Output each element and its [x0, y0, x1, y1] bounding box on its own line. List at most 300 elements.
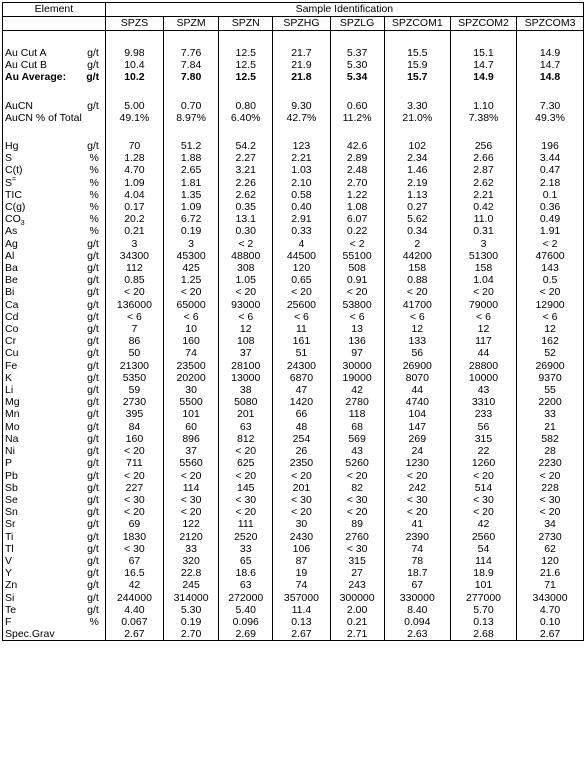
value-cell: 48800 [219, 250, 273, 262]
value-cell: 315 [450, 433, 516, 445]
value-cell: < 20 [219, 470, 273, 482]
value-cell: 41700 [384, 299, 450, 311]
table-row [3, 59, 583, 71]
assay-table-container [2, 2, 584, 641]
value-cell: 228 [541, 481, 559, 494]
value-cell: 14.8 [539, 71, 561, 84]
value-cell: 18.9 [450, 567, 516, 579]
value-cell: 4.70 [105, 164, 163, 176]
value-cell: 13.1 [219, 213, 273, 225]
element-name: As [5, 225, 18, 238]
value-cell: 42.7% [273, 112, 330, 124]
value-cell: 1.08 [330, 201, 384, 213]
value-cell: 11.4 [273, 604, 330, 616]
sample-header-spzcom1: SPZCOM1 [384, 17, 450, 31]
value-cell: 28 [544, 445, 556, 458]
value-cell: 69 [105, 518, 163, 530]
table-row [3, 445, 583, 457]
value-cell: 53800 [330, 299, 384, 311]
unit-cell: g/t [84, 335, 105, 347]
value-cell: 120 [273, 262, 330, 274]
spacer-cell [219, 84, 273, 100]
unit-cell: % [84, 213, 105, 225]
value-cell: 1.91 [539, 225, 561, 238]
table-row [3, 286, 583, 298]
value-cell: 1420 [273, 396, 330, 408]
table-row [3, 262, 583, 274]
element-name-cell [3, 445, 84, 457]
value-cell: 2730 [105, 396, 163, 408]
value-cell: 13000 [219, 372, 273, 384]
unit-cell: g/t [84, 360, 105, 372]
value-cell: 19 [273, 567, 330, 579]
value-cell: 54 [450, 543, 516, 555]
value-cell: 2350 [273, 457, 330, 469]
unit-cell: g/t [84, 286, 105, 298]
value-cell: 0.17 [105, 201, 163, 213]
value-cell: 0.42 [450, 201, 516, 213]
value-cell: 56 [384, 347, 450, 359]
value-cell: 56 [450, 421, 516, 433]
value-cell: < 20 [105, 445, 163, 457]
element-name-cell [3, 543, 84, 555]
value-cell: 147 [384, 421, 450, 433]
value-cell: 2.67 [539, 628, 561, 641]
value-cell: < 20 [105, 470, 163, 482]
value-cell: 12 [544, 323, 556, 336]
value-cell: 145 [219, 482, 273, 494]
value-cell: 2.66 [450, 152, 516, 164]
value-cell: 78 [384, 555, 450, 567]
value-cell: 12.5 [219, 71, 273, 83]
spacer-cell [450, 124, 516, 140]
table-row [3, 189, 583, 201]
element-name-cell [3, 213, 84, 225]
value-cell: 1.09 [164, 201, 219, 213]
sample-header-spzlg: SPZLG [330, 17, 384, 31]
value-cell: < 20 [384, 506, 450, 518]
table-row [3, 100, 583, 112]
element-name: Hg [5, 140, 19, 153]
value-cell: 2730 [538, 530, 562, 543]
value-cell: 2.70 [330, 177, 384, 189]
spacer-cell [3, 124, 84, 140]
value-cell: 569 [330, 433, 384, 445]
value-cell: 7.76 [164, 47, 219, 59]
value-cell: 300000 [330, 592, 384, 604]
value-cell: 1.03 [273, 164, 330, 176]
value-cell: 45300 [164, 250, 219, 262]
table-row [3, 225, 583, 237]
value-cell: 6.72 [164, 213, 219, 225]
value-cell: 0.33 [273, 225, 330, 237]
value-cell: 16.5 [105, 567, 163, 579]
value-cell: 2.19 [384, 177, 450, 189]
value-cell: < 20 [105, 286, 163, 298]
value-cell: 0.094 [384, 616, 450, 628]
table-row [3, 140, 583, 152]
value-cell: 12900 [535, 298, 565, 311]
value-cell: < 6 [450, 311, 516, 323]
sample-header-spzs: SPZS [105, 17, 163, 31]
value-cell: 37 [219, 347, 273, 359]
value-cell: 0.10 [539, 615, 561, 628]
value-cell: 10.4 [105, 59, 163, 71]
unit-cell [84, 628, 105, 640]
unit-cell: g/t [84, 100, 105, 112]
spacer-cell [84, 84, 105, 100]
value-cell: 104 [384, 408, 450, 420]
value-cell: 47 [273, 384, 330, 396]
value-cell: 0.91 [330, 274, 384, 286]
value-cell: 114 [450, 555, 516, 567]
value-cell: < 20 [219, 286, 273, 298]
sample-header-spzcom2: SPZCOM2 [450, 17, 516, 31]
element-name: Al [5, 249, 15, 262]
element-name: Mn [5, 408, 20, 421]
value-cell: 42 [105, 579, 163, 591]
value-cell: < 20 [384, 286, 450, 298]
unit-cell: g/t [84, 604, 105, 616]
value-cell: 1.10 [450, 100, 516, 112]
value-cell: 21300 [105, 360, 163, 372]
value-cell: 26900 [384, 360, 450, 372]
element-name-cell [3, 482, 84, 494]
value-cell: 2120 [164, 531, 219, 543]
value-cell: 48 [273, 421, 330, 433]
value-cell: 1.04 [450, 274, 516, 286]
value-cell: 3310 [450, 396, 516, 408]
value-cell: 9370 [538, 371, 562, 384]
table-row [3, 628, 583, 640]
value-cell: 30 [273, 518, 330, 530]
value-cell: 2.71 [330, 628, 384, 640]
value-cell: 12.5 [219, 59, 273, 71]
value-cell: 896 [164, 433, 219, 445]
value-cell: 71 [544, 579, 556, 592]
value-cell: 245 [164, 579, 219, 591]
value-cell: 33 [219, 543, 273, 555]
value-cell: 2.67 [273, 628, 330, 640]
element-name: TIC [5, 188, 22, 201]
value-cell: 112 [105, 262, 163, 274]
value-cell: 49.1% [105, 112, 163, 124]
header-row-top [3, 3, 583, 17]
unit-cell: % [84, 164, 105, 176]
spacer-cell [517, 84, 583, 100]
value-cell: 114 [164, 482, 219, 494]
value-cell: 0.19 [164, 616, 219, 628]
table-row [3, 112, 583, 124]
value-cell: 63 [219, 421, 273, 433]
element-name-cell [3, 433, 84, 445]
table-row [3, 384, 583, 396]
value-cell: 0.58 [273, 189, 330, 201]
unit-cell: % [84, 225, 105, 237]
assay-table-body [3, 31, 583, 641]
value-cell: < 20 [219, 506, 273, 518]
table-row [3, 604, 583, 616]
table-row [3, 470, 583, 482]
value-cell: 44200 [384, 250, 450, 262]
value-cell: 2.89 [330, 152, 384, 164]
value-cell: 5.40 [219, 604, 273, 616]
unit-cell: g/t [84, 579, 105, 591]
value-cell: 0.13 [450, 616, 516, 628]
value-cell: 158 [450, 262, 516, 274]
element-name: Cr [5, 335, 17, 348]
element-name-cell [3, 531, 84, 543]
element-name: Te [5, 603, 17, 616]
unit-cell: % [84, 152, 105, 164]
value-cell: < 6 [273, 311, 330, 323]
element-superscript: = [12, 176, 17, 184]
spacer-cell [517, 124, 583, 140]
element-name-cell [3, 396, 84, 408]
value-cell: 2200 [538, 396, 562, 409]
table-row [3, 396, 583, 408]
value-cell: 67 [384, 579, 450, 591]
value-cell: 0.70 [164, 100, 219, 112]
element-name-cell [3, 274, 84, 286]
table-row [3, 47, 583, 59]
value-cell: 2.48 [330, 164, 384, 176]
spacer-cell [84, 31, 105, 48]
value-cell: 0.36 [539, 201, 561, 214]
value-cell: 65 [219, 555, 273, 567]
spacer-cell [273, 31, 330, 48]
element-name-cell [3, 189, 84, 201]
value-cell: 136000 [105, 299, 163, 311]
value-cell: 3 [105, 238, 163, 250]
value-cell: 34 [544, 518, 556, 531]
value-cell: 120 [541, 554, 559, 567]
value-cell: 1.05 [219, 274, 273, 286]
value-cell: 1.35 [164, 189, 219, 201]
value-cell: 14.7 [539, 59, 561, 72]
element-name: V [5, 554, 13, 567]
value-cell: 12 [450, 323, 516, 335]
value-cell: 7.30 [539, 99, 561, 112]
unit-cell: g/t [84, 457, 105, 469]
value-cell: 2520 [219, 531, 273, 543]
value-cell: 3.44 [539, 152, 561, 165]
value-cell: < 20 [450, 506, 516, 518]
element-column-header-blank [3, 17, 105, 31]
value-cell: 160 [105, 433, 163, 445]
element-name-cell [3, 604, 84, 616]
element-name-cell [3, 164, 84, 176]
value-cell: < 30 [539, 493, 561, 506]
table-row [3, 567, 583, 579]
value-cell: < 6 [330, 311, 384, 323]
element-name-cell [3, 177, 84, 189]
value-cell: 160 [164, 335, 219, 347]
value-cell: < 20 [164, 470, 219, 482]
element-name-cell [3, 494, 84, 506]
element-name-cell [3, 616, 84, 628]
value-cell: 201 [219, 408, 273, 420]
value-cell: 5.62 [384, 213, 450, 225]
table-row [3, 311, 583, 323]
spacer-cell [330, 124, 384, 140]
element-name-cell [3, 470, 84, 482]
value-cell: 3.21 [219, 164, 273, 176]
value-cell: 43 [330, 445, 384, 457]
value-cell: 1.22 [330, 189, 384, 201]
value-cell: 74 [273, 579, 330, 591]
element-name-cell [3, 225, 84, 237]
element-name-cell [3, 299, 84, 311]
value-cell: 162 [541, 335, 559, 348]
element-name-cell [3, 286, 84, 298]
value-cell: < 30 [105, 543, 163, 555]
element-name-cell [3, 335, 84, 347]
value-cell: 243 [330, 579, 384, 591]
value-cell: 84 [105, 421, 163, 433]
spacer-row [3, 31, 583, 48]
value-cell: 11 [273, 323, 330, 335]
value-cell: 143 [541, 262, 559, 275]
value-cell: < 20 [219, 445, 273, 457]
value-cell: 15.9 [384, 59, 450, 71]
value-cell: 2.68 [450, 628, 516, 640]
element-name: Au Cut B [5, 59, 48, 72]
value-cell: 269 [384, 433, 450, 445]
value-cell: 42 [330, 384, 384, 396]
value-cell: 1.88 [164, 152, 219, 164]
assay-table [3, 3, 583, 640]
unit-cell: g/t [84, 592, 105, 604]
value-cell: 47600 [535, 249, 565, 262]
value-cell: 254 [273, 433, 330, 445]
element-name-cell [3, 421, 84, 433]
unit-cell: g/t [84, 59, 105, 71]
value-cell: < 2 [219, 238, 273, 250]
value-cell: 812 [219, 433, 273, 445]
element-name-cell [3, 408, 84, 420]
element-name: CO [5, 213, 21, 226]
unit-cell: % [84, 201, 105, 213]
value-cell: < 20 [273, 470, 330, 482]
value-cell: 1230 [384, 457, 450, 469]
spacer-cell [3, 31, 84, 48]
element-name-cell [3, 372, 84, 384]
value-cell: 101 [450, 579, 516, 591]
value-cell: 0.47 [539, 164, 561, 177]
value-cell: 2.62 [450, 177, 516, 189]
value-cell: 0.22 [330, 225, 384, 237]
element-name: F [5, 615, 12, 628]
value-cell: 0.5 [542, 274, 558, 287]
value-cell: 1.09 [105, 177, 163, 189]
element-name: Ag [5, 237, 18, 250]
value-cell: 63 [219, 579, 273, 591]
value-cell: 93000 [219, 299, 273, 311]
element-name: Au Average: [5, 71, 67, 84]
value-cell: 22 [450, 445, 516, 457]
value-cell: 51300 [450, 250, 516, 262]
spacer-cell [164, 31, 219, 48]
value-cell: 625 [219, 457, 273, 469]
spacer-cell [3, 84, 84, 100]
element-name: AuCN [5, 99, 34, 112]
element-name: Pb [5, 469, 18, 482]
spacer-row [3, 84, 583, 100]
element-name: Mg [5, 396, 20, 409]
value-cell: 5500 [164, 396, 219, 408]
element-name: Ca [5, 298, 19, 311]
table-row [3, 543, 583, 555]
value-cell: 118 [330, 408, 384, 420]
element-name: Fe [5, 359, 18, 372]
value-cell: 11.2% [330, 112, 384, 124]
value-cell: 0.85 [105, 274, 163, 286]
spacer-cell [219, 31, 273, 48]
value-cell: 5.37 [330, 47, 384, 59]
value-cell: < 30 [219, 494, 273, 506]
element-name: Y [5, 567, 13, 580]
value-cell: 508 [330, 262, 384, 274]
element-name: Be [5, 274, 18, 287]
value-cell: 244000 [105, 592, 163, 604]
spacer-cell [330, 31, 384, 48]
value-cell: 2560 [450, 531, 516, 543]
value-cell: 2.27 [219, 152, 273, 164]
element-name: K [5, 371, 13, 384]
unit-cell: g/t [84, 470, 105, 482]
value-cell: 2430 [273, 531, 330, 543]
value-cell: 55100 [330, 250, 384, 262]
value-cell: 4740 [384, 396, 450, 408]
table-row [3, 579, 583, 591]
value-cell: < 30 [330, 543, 384, 555]
value-cell: < 20 [164, 286, 219, 298]
value-cell: 0.88 [384, 274, 450, 286]
value-cell: 14.9 [539, 47, 561, 59]
value-cell: 1.46 [384, 164, 450, 176]
value-cell: 13 [330, 323, 384, 335]
value-cell: 2780 [330, 396, 384, 408]
value-cell: 108 [219, 335, 273, 347]
value-cell: 2760 [330, 531, 384, 543]
element-name: P [5, 457, 13, 470]
spacer-cell [384, 31, 450, 48]
element-name: Ba [5, 262, 18, 275]
value-cell: 60 [164, 421, 219, 433]
value-cell: 1.81 [164, 177, 219, 189]
value-cell: 43 [450, 384, 516, 396]
value-cell: 277000 [450, 592, 516, 604]
element-name-cell [3, 201, 84, 213]
value-cell: 0.65 [273, 274, 330, 286]
spacer-cell [105, 84, 163, 100]
value-cell: 0.27 [384, 201, 450, 213]
table-row [3, 457, 583, 469]
value-cell: 42 [450, 518, 516, 530]
value-cell: 1260 [450, 457, 516, 469]
value-cell: < 20 [330, 470, 384, 482]
unit-cell: g/t [84, 555, 105, 567]
element-name-cell [3, 262, 84, 274]
value-cell: 34300 [105, 250, 163, 262]
spacer-cell [384, 84, 450, 100]
value-cell: 1.28 [105, 152, 163, 164]
value-cell: 27 [330, 567, 384, 579]
value-cell: < 30 [105, 494, 163, 506]
value-cell: 24 [384, 445, 450, 457]
unit-cell: g/t [84, 531, 105, 543]
